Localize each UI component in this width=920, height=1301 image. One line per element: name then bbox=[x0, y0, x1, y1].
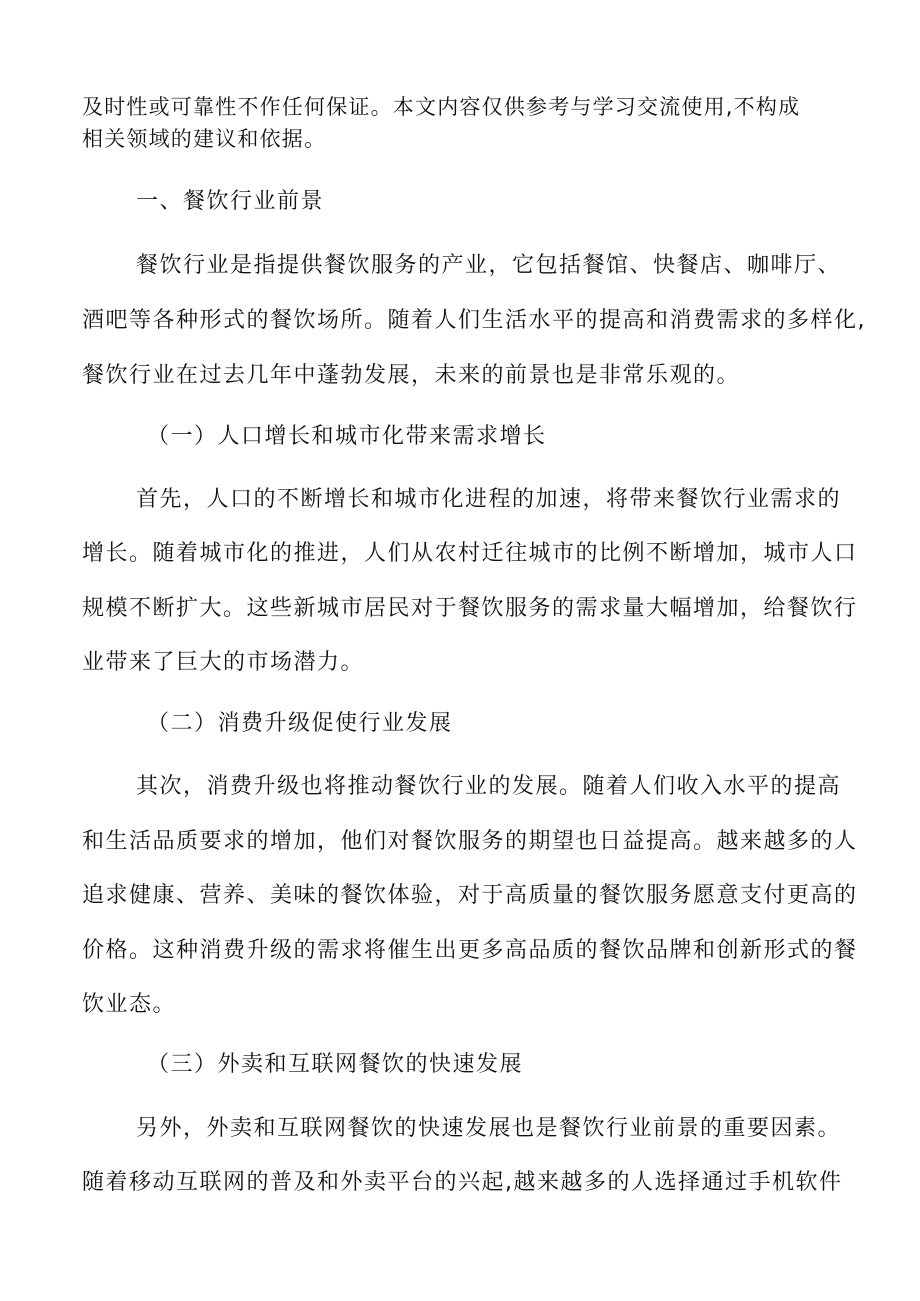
paragraph-line: 规模不断扩大。这些新城市居民对于餐饮服务的需求量大幅增加，给餐饮行 bbox=[82, 596, 858, 621]
paragraph-line: 追求健康、营养、美味的餐饮体验，对于高质量的餐饮服务愿意支付更高的 bbox=[82, 883, 858, 908]
paragraph-line: 餐饮行业在过去几年中蓬勃发展，未来的前景也是非常乐观的。 bbox=[82, 363, 741, 388]
paragraph-line: 首先，人口的不断增长和城市化进程的加速，将带来餐饮行业需求的 bbox=[136, 487, 842, 512]
paragraph-line: 其次，消费升级也将推动餐饮行业的发展。随着人们收入水平的提高 bbox=[136, 774, 842, 799]
disclaimer-line: 相关领域的建议和依据。 bbox=[82, 127, 327, 151]
paragraph-line: 和生活品质要求的增加，他们对餐饮服务的期望也日益提高。越来越多的人 bbox=[82, 829, 858, 854]
disclaimer-line: 及时性或可靠性不作任何保证。本文内容仅供参考与学习交流使用,不构成 bbox=[82, 95, 801, 119]
paragraph-line: 随着移动互联网的普及和外卖平台的兴起,越来越多的人选择通过手机软件 bbox=[82, 1170, 843, 1195]
section-heading: 一、餐饮行业前景 bbox=[136, 189, 325, 214]
paragraph-line: 另外，外卖和互联网餐饮的快速发展也是餐饮行业前景的重要因素。 bbox=[136, 1116, 842, 1141]
paragraph-line: 价格。这种消费升级的需求将催生出更多高品质的餐饮品牌和创新形式的餐 bbox=[82, 938, 858, 963]
paragraph-line: 业带来了巨大的市场潜力。 bbox=[82, 650, 365, 675]
paragraph-line: 酒吧等各种形式的餐饮场所。随着人们生活水平的提高和消费需求的多样化, bbox=[82, 308, 866, 333]
paragraph-line: 饮业态。 bbox=[82, 992, 177, 1017]
paragraph-line: 增长。随着城市化的推进，人们从农村迁往城市的比例不断增加，城市人口 bbox=[82, 541, 858, 566]
sub-heading: （一）人口增长和城市化带来需求增长 bbox=[147, 424, 547, 449]
paragraph-line: 餐饮行业是指提供餐饮服务的产业，它包括餐馆、快餐店、咖啡厅、 bbox=[136, 253, 842, 278]
sub-heading: （三）外卖和互联网餐饮的快速发展 bbox=[147, 1052, 524, 1077]
sub-heading: （二）消费升级促使行业发展 bbox=[147, 711, 453, 736]
